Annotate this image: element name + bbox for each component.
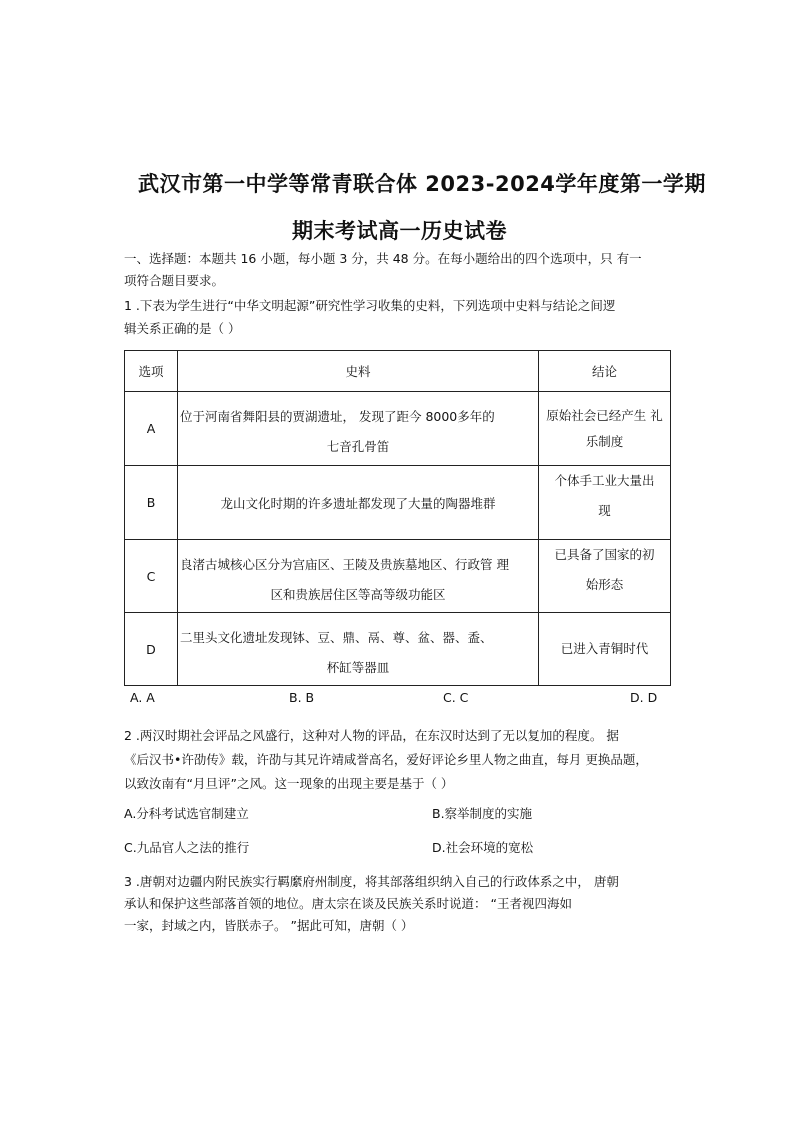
conclusion-line: 乐制度 (585, 433, 624, 449)
row-option: C (125, 540, 178, 613)
table-header-row (125, 351, 671, 392)
row-source (178, 540, 539, 613)
conclusion-line: 个体手工业大量出 (554, 473, 655, 488)
table-row (125, 613, 671, 686)
conclusion-line: 现 (598, 503, 611, 518)
q2-choice-d[interactable]: D.社会环境的宽松 (432, 840, 534, 855)
source-line: 区和贵族居住区等高等级功能区 (270, 586, 446, 602)
source-line: 良渚古城核心区分为宫庙区、王陵及贵族墓地区、行政管 理 (180, 556, 509, 572)
q1-stem-line2: 辑关系正确的是（ ） (124, 321, 241, 336)
q1-choice-c[interactable]: C. C (443, 690, 469, 705)
q1-choice-a[interactable]: A. A (130, 690, 155, 705)
source-line: 杯缸等器皿 (326, 659, 390, 675)
row-conclusion (539, 613, 671, 686)
q3-stem-line3: 一家，封域之内，皆朕赤子。 ”据此可知，唐朝（ ） (124, 918, 414, 933)
section-instruction-line1: 一、选择题：本题共 16 小题，每小题 3 分，共 48 分。在每小题给出的四个选项中，只 有一 (124, 251, 642, 266)
exam-title-line1: 武汉市第一中学等常青联合体 2023-2024学年度第一学期 (138, 172, 706, 196)
q1-stem-line1: 1 .下表为学生进行“中华文明起源”研究性学习收集的史料，下列选项中史料与结论之间逻 (124, 298, 616, 313)
section-instruction-line2: 项符合题目要求。 (124, 273, 225, 288)
row-option: D (125, 613, 178, 686)
q1-choice-d[interactable]: D. D (630, 690, 658, 705)
q1-choice-b[interactable]: B. B (289, 690, 315, 705)
header-source: 史料 (178, 351, 539, 392)
row-option: A (125, 392, 178, 466)
q2-choice-a[interactable]: A.分科考试选官制建立 (124, 806, 249, 821)
q3-stem-line2: 承认和保护这些部落首领的地位。唐太宗在谈及民族关系时说道： “王者视四海如 (124, 896, 572, 911)
source-line: 位于河南省舞阳县的贾湖遗址， 发现了距今 8000多年的 (180, 409, 495, 424)
q2-stem-line1: 2 .两汉时期社会评品之风盛行，这种对人物的评品，在东汉时达到了无以复加的程度。 据 (124, 728, 619, 743)
conclusion-line: 已具备了国家的初 (554, 547, 655, 562)
header-conclusion: 结论 (539, 351, 671, 392)
table-row (125, 540, 671, 613)
row-option: B (125, 466, 178, 540)
q1-source-table (124, 350, 671, 686)
row-conclusion (539, 540, 671, 613)
q2-choice-c[interactable]: C.九品官人之法的推行 (124, 840, 250, 855)
row-conclusion (539, 392, 671, 466)
source-line: 七音孔骨笛 (326, 439, 390, 454)
table-row (125, 466, 671, 540)
row-source (178, 613, 539, 686)
row-source (178, 392, 539, 466)
source-line: 二里头文化遗址发现钵、豆、鼎、鬲、尊、盆、器、盉、 (180, 629, 493, 645)
row-conclusion (539, 466, 671, 540)
row-source (178, 466, 539, 540)
conclusion-line: 始形态 (585, 577, 624, 592)
source-line: 龙山文化时期的许多遗址都发现了大量的陶器堆群 (220, 495, 496, 511)
table-row (125, 392, 671, 466)
exam-title-line2: 期末考试高一历史试卷 (292, 219, 507, 243)
q2-stem-line3: 以致汝南有“月旦评”之风。这一现象的出现主要是基于（ ） (124, 776, 454, 791)
q3-stem-line1: 3 .唐朝对边疆内附民族实行羁縻府州制度，将其部落组织纳入自己的行政体系之中， 唐朝 (124, 874, 619, 889)
conclusion-line: 原始社会已经产生 礼 (546, 407, 663, 423)
conclusion-line: 已进入青铜时代 (560, 641, 649, 656)
header-option: 选项 (125, 351, 178, 392)
q2-stem-line2: 《后汉书•许劭传》载，许劭与其兄许靖咸誉高名，爱好评论乡里人物之曲直，每月 更换品题， (124, 752, 648, 767)
q2-choice-b[interactable]: B.察举制度的实施 (432, 806, 533, 821)
